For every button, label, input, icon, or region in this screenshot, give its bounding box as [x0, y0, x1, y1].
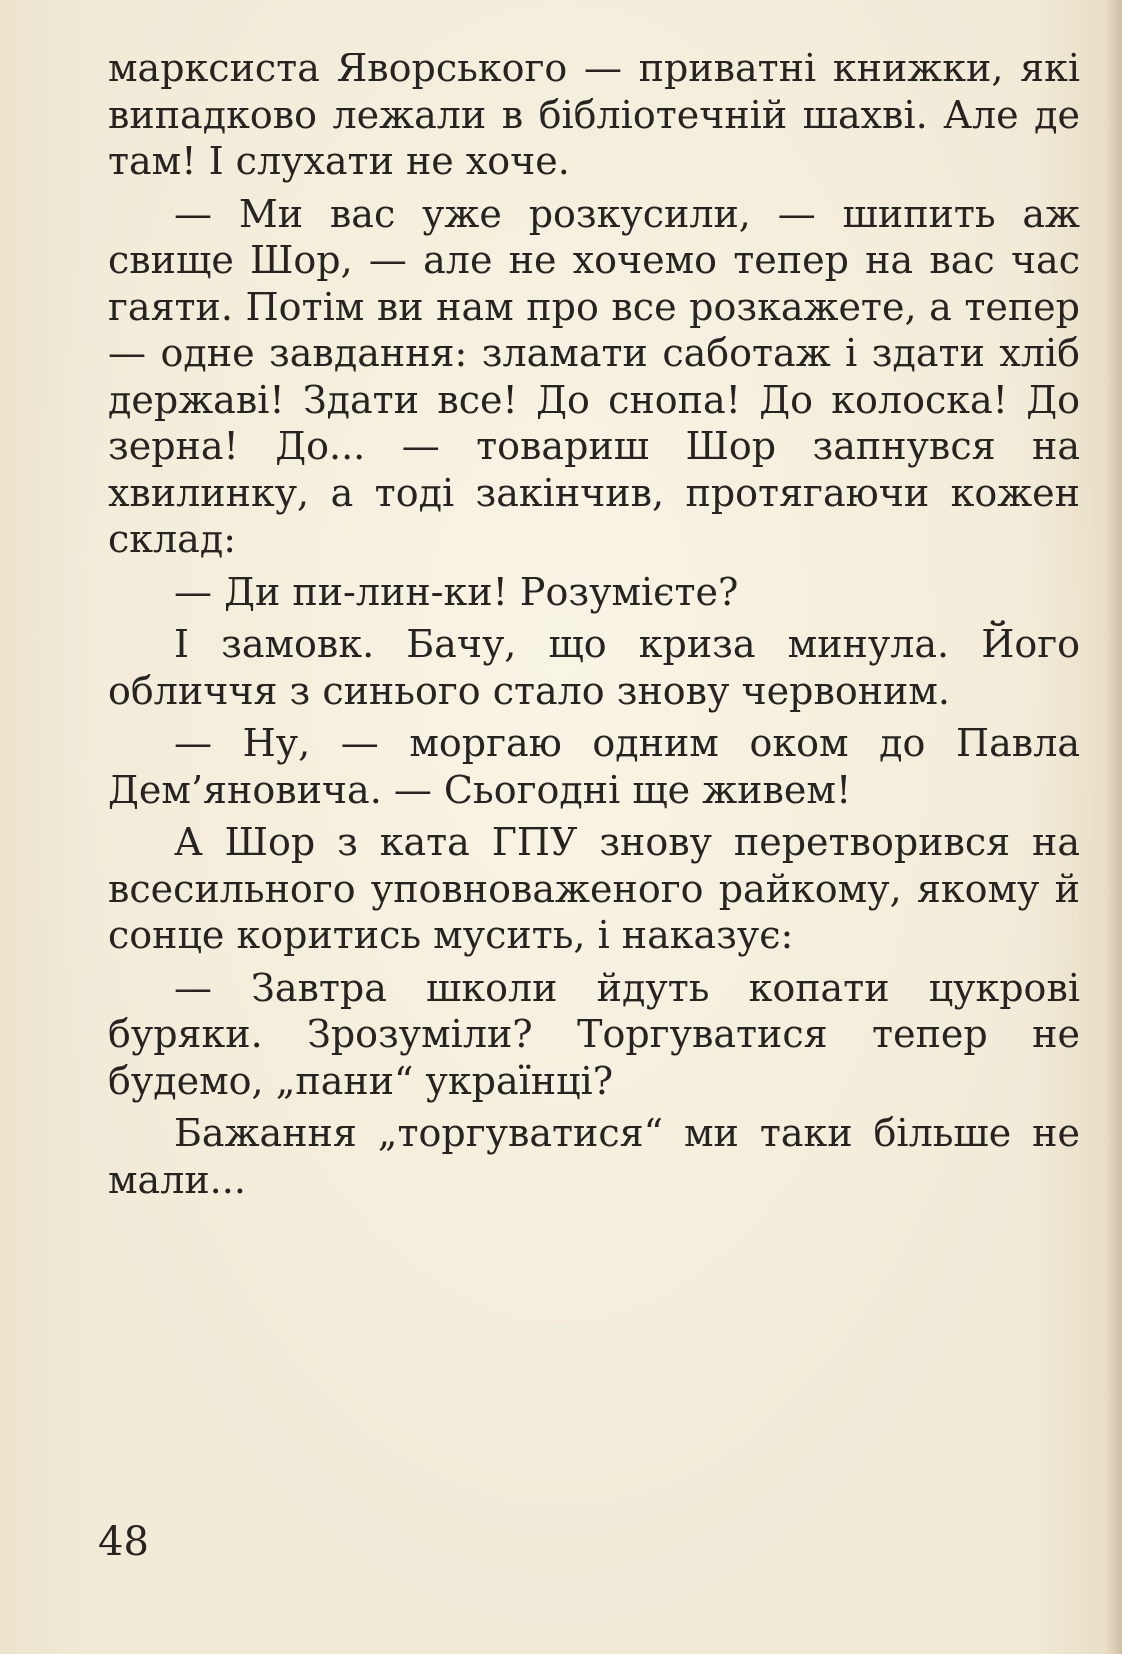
- paragraph-1: марксиста Яворського — приватні книжки, які випадково лежали в бібліотечній шахві. Але де там! І слухати не хоче.: [108, 46, 1080, 183]
- paragraph-5: — Ну, — моргаю одним оком до Павла Дем’яновича. — Сьогодні ще живем!: [108, 721, 1080, 812]
- paragraph-4: І замовк. Бачу, що криза минула. Його обличчя з синього стало знову червоним.: [108, 622, 1080, 713]
- paragraph-3: — Ди пи-лин-ки! Розумієте?: [174, 569, 739, 614]
- paragraph-7: — Завтра школи йдуть копати цукрові буряки. Зрозуміли? Торгуватися тепер не будемо, „пани“ українці?: [108, 965, 1080, 1103]
- page-edge-shadow: [1106, 0, 1122, 1654]
- paragraph-8: Бажання „торгуватися“ ми таки більше не мали...: [108, 1111, 1080, 1202]
- page-number: 48: [98, 1519, 149, 1565]
- paragraph-6: А Шор з ката ГПУ знову перетворився на всесильного уповноваженого райкому, якому й сонце коритись мусить, і наказує:: [108, 820, 1080, 957]
- paragraph-2: — Ми вас уже розкусили, — шипить аж свище Шор, — але не хочемо тепер на вас час гаяти. Потім ви нам про все розкажете, а тепер — одне завдання: зламати саботаж і здати хліб державі! Здати все! До снопа! До колоска! До зерна! До... — товариш Шор запнувся на хвилинку, а тоді закінчив, протягаючи кожен склад:: [108, 191, 1080, 561]
- body-text: [108, 45, 1080, 1203]
